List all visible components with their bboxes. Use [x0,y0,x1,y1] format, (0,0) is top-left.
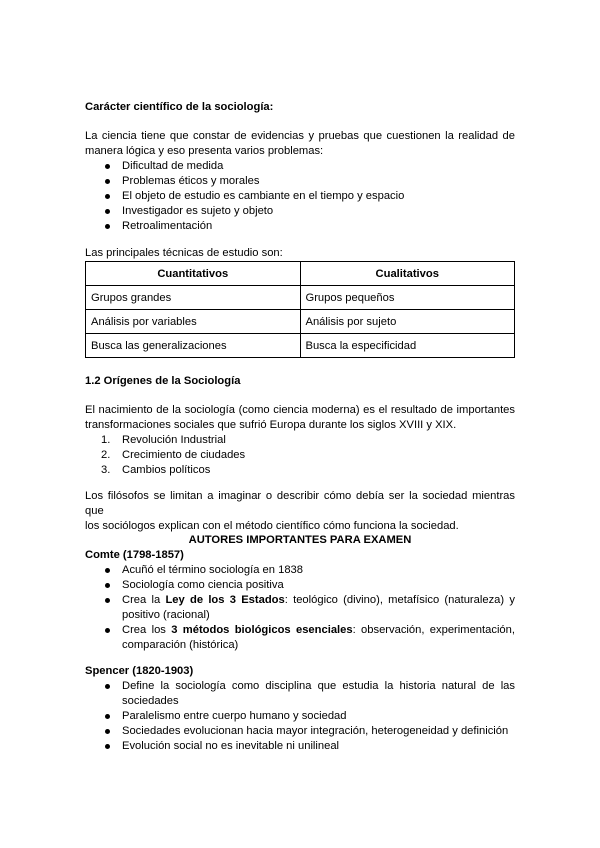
autores-heading [85,533,515,548]
origenes-paragraph [85,403,515,478]
text-span: : teológico (divino), metafísico (naturaleza) y [284,594,515,606]
list-item: Sociedades evolucionan hacia mayor integración, heterogeneidad y definición [85,724,515,739]
list-item: El objeto de estudio es cambiante en el tiempo y espacio [85,189,515,204]
list-item: Evolución social no es inevitable ni unilineal [85,739,515,754]
spencer-list [85,679,515,754]
list-line: positivo (racional) [122,609,210,621]
comte-block [85,548,515,653]
origenes-list [85,433,515,478]
list-item [85,679,515,709]
list-number: 2. [101,449,111,461]
table-header: Cuantitativos [86,262,301,286]
list-line [122,593,515,608]
table-cell: Busca la especificidad [300,334,515,358]
list-item: Problemas éticos y morales [85,174,515,189]
list-item [85,463,515,478]
list-text: Cambios políticos [122,464,211,476]
list-item: Dificultad de medida [85,159,515,174]
comte-list [85,563,515,653]
list-item [85,593,515,623]
list-item: Acuñó el término sociología en 1838 [85,563,515,578]
text-span: : observación, experimentación, [352,624,515,636]
list-text: Crecimiento de ciudades [122,449,246,461]
list-line: sociedades [122,695,179,707]
paragraph-line: manera lógica y eso presenta varios problemas: [85,145,324,157]
filosofos-paragraph [85,489,515,534]
section-title: Carácter científico de la sociología: [85,101,274,113]
author-name: Comte (1798-1857) [85,549,184,561]
list-item [85,448,515,463]
list-item [85,623,515,653]
table-row [86,310,515,334]
list-item: Investigador es sujeto y objeto [85,204,515,219]
list-item: Paralelismo entre cuerpo humano y sociedad [85,709,515,724]
table-row [86,334,515,358]
list-text: Revolución Industrial [122,434,226,446]
list-number: 3. [101,464,111,476]
paragraph-line: transformaciones sociales que sufrió Europa durante los siglos XVIII y XIX. [85,419,457,431]
bold-term: 3 métodos biológicos esenciales [171,624,353,636]
table-cell: Análisis por sujeto [300,310,515,334]
table-cell: Grupos grandes [86,286,301,310]
text-span: Crea los [122,624,172,636]
paragraph-line: Los filósofos se limitan a imaginar o describir cómo debía ser la sociedad mientras que [85,490,515,517]
bold-term: Ley de los 3 Estados [165,594,285,606]
text-span: Crea la [122,594,166,606]
table-row [86,286,515,310]
section-title: 1.2 Orígenes de la Sociología [85,375,241,387]
caracter-intro [85,129,515,234]
table-cell: Busca las generalizaciones [86,334,301,358]
list-item: Sociología como ciencia positiva [85,578,515,593]
list-item [85,433,515,448]
table-cell: Análisis por variables [86,310,301,334]
section-origenes [85,374,515,389]
table-cell: Grupos pequeños [300,286,515,310]
tecnicas-intro [85,246,515,261]
list-line: comparación (histórica) [122,639,239,651]
list-number: 1. [101,434,111,446]
tecnicas-table [85,261,515,358]
autores-title: AUTORES IMPORTANTES PARA EXAMEN [188,534,412,546]
author-name: Spencer (1820-1903) [85,665,194,677]
list-line: Define la sociología como disciplina que estudia la historia natural de las [122,680,515,692]
list-item: Retroalimentación [85,219,515,234]
paragraph-line: La ciencia tiene que constar de evidencias y pruebas que cuestionen la realidad de [85,130,515,142]
list-line [122,623,515,638]
problems-list [85,159,515,234]
table-header-row [86,262,515,286]
paragraph-line: Las principales técnicas de estudio son: [85,247,283,259]
tecnicas-table-wrap [85,261,515,358]
table-header: Cualitativos [300,262,515,286]
section-caracter [85,100,515,115]
spencer-block [85,664,515,754]
paragraph-line: El nacimiento de la sociología (como ciencia moderna) es el resultado de importantes [85,404,515,416]
paragraph-line: los sociólogos explican con el método científico cómo funciona la sociedad. [85,520,459,532]
